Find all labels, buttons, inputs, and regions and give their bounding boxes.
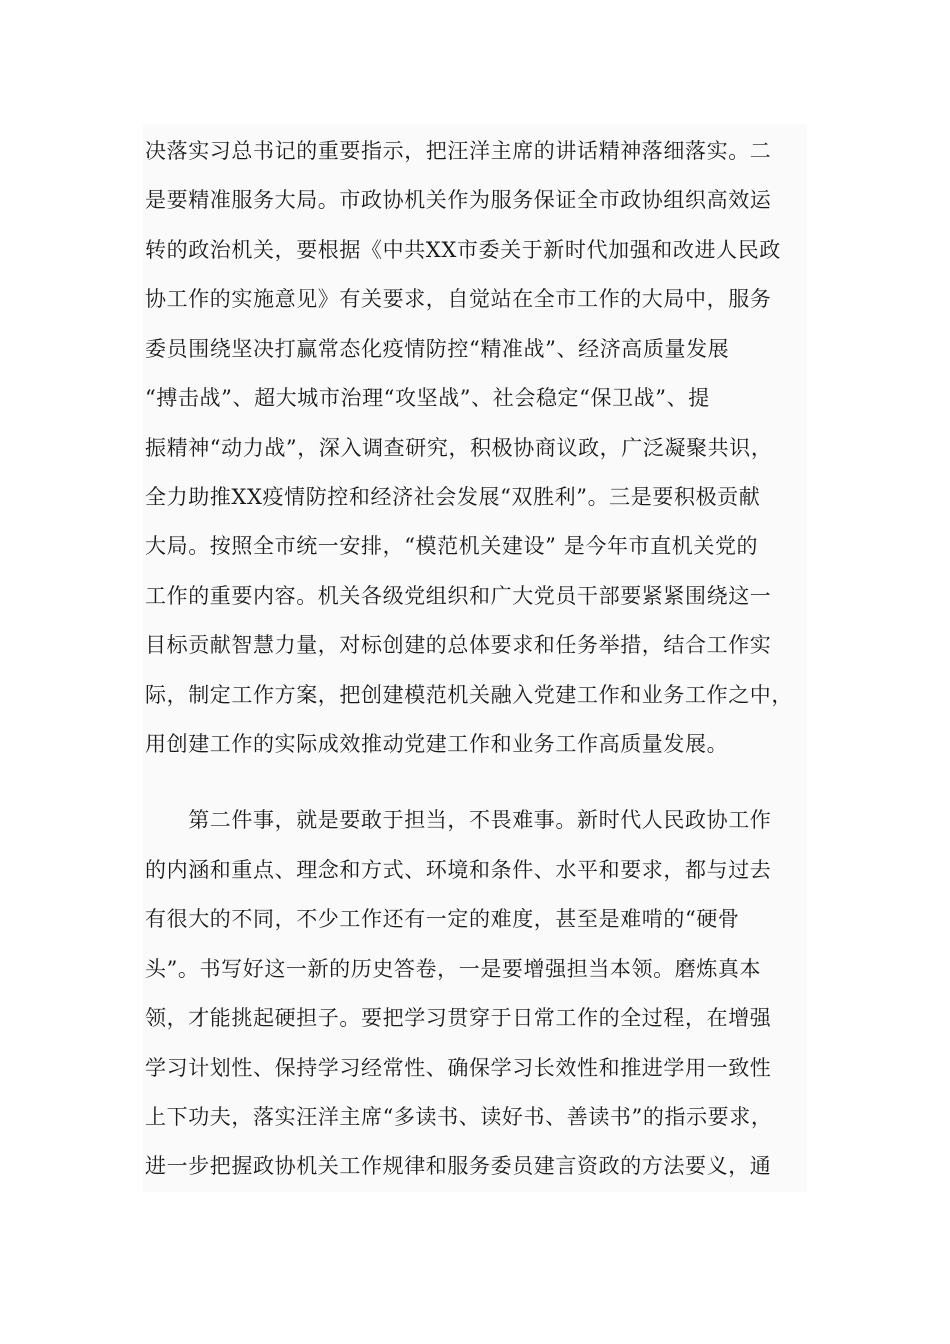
paragraph-2-line-8: 进一步把握政协机关工作规律和服务委员建言资政的方法要义，通 [145, 1154, 772, 1178]
paragraph-2-line-7: 上下功夫，落实汪洋主席“多读书、读好书、善读书”的指示要求， [145, 1105, 773, 1129]
paragraph-1-line-9: 大局。按照全市统一安排，“模范机关建设” 是今年市直机关党的 [145, 534, 759, 558]
paragraph-2-line-1: 第二件事，就是要敢于担当，不畏难事。新时代人民政协工作 [145, 808, 772, 832]
paragraph-1-line-3: 转的政治机关，要根据《中共XX市委关于新时代加强和改进人民政 [145, 238, 781, 262]
paragraph-1-line-7: 振精神“动力战”，深入调查研究，积极协商议政，广泛凝聚共识， [145, 436, 773, 460]
paragraph-1-line-6: “搏击战”、超大城市治理“攻坚战”、社会稳定“保卫战”、提 [145, 386, 710, 410]
paragraph-1-line-10: 工作的重要内容。机关各级党组织和广大党员干部要紧紧围绕这一 [145, 584, 772, 608]
paragraph-2-line-3: 有很大的不同，不少工作还有一定的难度，甚至是难啃的“硬骨 [145, 907, 740, 931]
paragraph-2-line-4: 头”。书写好这一新的历史答卷，一是要增强担当本领。磨炼真本 [145, 957, 762, 981]
paragraph-1-line-11: 目标贡献智慧力量，对标创建的总体要求和任务举措，结合工作实 [145, 633, 772, 657]
paragraph-1-line-12: 际，制定工作方案，把创建模范机关融入党建工作和业务工作之中， [145, 683, 793, 707]
paragraph-1-line-13: 用创建工作的实际成效推动党建工作和业务工作高质量发展。 [145, 732, 729, 756]
document-text-block [143, 124, 807, 1192]
paragraph-1-line-2: 是要精准服务大局。市政协机关作为服务保证全市政协组织高效运 [145, 188, 772, 212]
paragraph-2-line-6: 学习计划性、保持学习经常性、确保学习长效性和推进学用一致性 [145, 1056, 772, 1080]
paragraph-2-line-2: 的内涵和重点、理念和方式、环境和条件、水平和要求，都与过去 [145, 858, 772, 882]
paragraph-1-line-5: 委员围绕坚决打赢常态化疫情防控“精准战”、经济高质量发展 [145, 337, 730, 361]
paragraph-1-line-4: 协工作的实施意见》有关要求，自觉站在全市工作的大局中，服务 [145, 287, 772, 311]
paragraph-2-line-5: 领，才能挑起硬担子。要把学习贯穿于日常工作的全过程，在增强 [145, 1006, 772, 1030]
paragraph-1-line-8: 全力助推XX疫情防控和经济社会发展“双胜利”。三是要积极贡献 [145, 485, 761, 509]
paragraph-1-line-1: 决落实习总书记的重要指示，把汪洋主席的讲话精神落细落实。二 [145, 139, 772, 163]
